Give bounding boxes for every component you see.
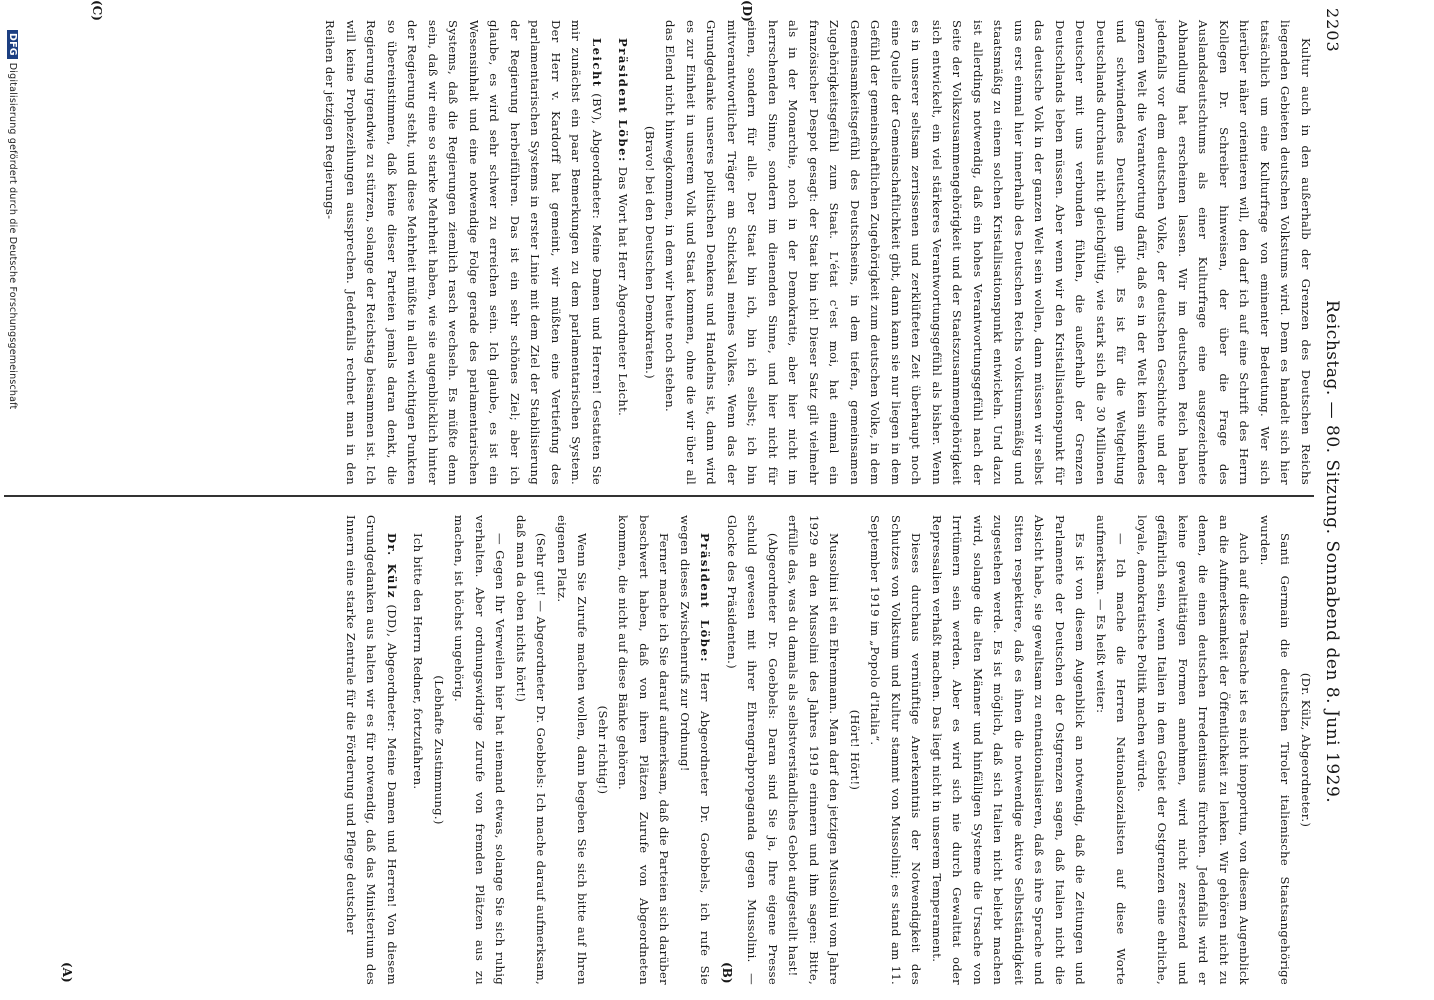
paragraph: Dieses durchaus vernünftige Anerkenntnis der Notwendigkeit des Schutzes von Volkstum und Kultur stammt von Mussolini; es stand am 11. September 1919 im „Popolo d'Italia“. [868, 515, 924, 985]
speech-text: (DD), Abgeordneter: Meine Damen und Herren! Von diesem Grundgedanken aus halten wir es für notwendig, daß das Ministerium des Innern eine starke Zentrale für die Förderung und Pflege deutscher [344, 515, 399, 985]
speaker-paragraph [341, 515, 403, 985]
speaker-name: Dr. Külz [385, 533, 399, 599]
paragraph: (Abgeordneter Dr. Goebbels: Daran sind Sie ja, Ihre eigene Presse schuld gewesen mit ihrer Ehrengrabpropaganda gegen Mussolini. — Glocke des Präsidenten.) [725, 515, 780, 985]
interjection: (Dr. Külz, Abgeordneter.) [1299, 672, 1313, 828]
interjection: (Hört! Hört!) [848, 709, 862, 791]
speaker-paragraph [675, 515, 716, 985]
right-text-column [320, 20, 1316, 485]
interjection: (Bravo! bei den Deutschen Demokraten.) [643, 126, 657, 379]
margin-mark-b: (B) [720, 962, 734, 984]
interjection: (Sehr richtig!) [596, 705, 610, 795]
left-text-column [341, 515, 1317, 985]
speaker-name: Präsident Löbe: [616, 38, 631, 163]
speech-text: Herr Abgeordneter Dr. Goebbels, ich rufe Sie wegen dieses Zwischenrufs zur Ordnung! [678, 515, 713, 985]
margin-mark-a: (A) [60, 962, 74, 983]
paragraph: Wenn Sie Zurufe machen wollen, dann begeben Sie sich bitte auf Ihren eigenen Platz. [555, 515, 590, 985]
paragraph: — Gegen Ihr Verweilen hier hat niemand etwas, solange Sie sich ruhig verhalten. Aber ordnungswidrige Zurufe von fremden Plätzen aus zu machen, ist höchst ungehörig. [452, 515, 508, 985]
speech-text: (BV), Abgeordneter: Meine Damen und Herren! Gestatten Sie mir zunächst ein paar Bemerkungen zu dem parlamentarischen System. Der Herr v. Kardorff hat gemeint, wir müßten eine Vertiefung des parlamentarischen Systems in erster Linie mit dem Ziel der Stabilisierung der Regierung herbeiführen. Das ist ein sehr schönes Ziel; aber ich glaube, es wird sehr schwer zu erreichen sein. Ich glaube, es ist ein Wesensinhalt und eine notwendige Folge gerade des parlamentarischen Systems, daß die Regierungen ziemlich rasch wechseln. Es müßte denn sein, daß wir eine so starke Mehrheit haben, wie sie augenblicklich hinter der Regierung steht, und diese Mehrheit müßte in allen wichtigen Punkten so übereinstimmen, daß keine dieser Parteien jemals daran denkt, die Regierung irgendwie zu stürzen, solange der Reichstag beisammen ist. Ich will keine Prophezeihungen aussprechen. Jedenfalls rechnet man in den Reihen der jetzigen Regierungs- [323, 20, 604, 485]
speaker-paragraph [613, 20, 634, 485]
speech-text: Das Wort hat Herr Abgeordneter Leicht. [616, 162, 631, 417]
margin-mark-c: (C) [90, 0, 104, 21]
page-header [1324, 0, 1434, 1000]
speaker-name: Leicht [590, 38, 604, 88]
speaker-name: Präsident Löbe: [698, 533, 713, 664]
footer-credit [7, 30, 18, 409]
paragraph: (Sehr gut! — Abgeordneter Dr. Goebbels: Ich mache darauf aufmerksam, daß man da oben nichts hört!) [514, 515, 549, 985]
footer-text: Digitalisierung gefördert durch die Deutsche Forschungsgemeinschaft [7, 62, 18, 410]
speaker-paragraph [320, 20, 607, 485]
paragraph: Es ist von diesem Augenblick an notwendig, daß die Zeitungen und Parlamente der Deutschen der Ostgrenzen sagen, daß Italien nicht die Absicht habe, sie gewaltsam zu entnationalisieren, daß es ihre Sprache und Sitten respektiere, daß es ihnen die notwendige aktive Selbstständigkeit zugestehen werde. Es ist möglich, daß sich Italien nicht beliebt machen wird, solange die alten Männer und hinfälligen Systeme die Ursache von Irrtümern sein werden. Aber es wird sich nie durch Gewalttat oder Repressalien verhaßt machen. Das liegt nicht in unserem Temperament. [930, 515, 1088, 985]
page-number: 2203 [1323, 8, 1342, 53]
column-divider [4, 495, 1314, 497]
paragraph: Auch auf diese Tatsache ist es nicht inopportun, von diesem Augenblick an die Aufmerksamkeit der Öffentlichkeit zu lenken. Wir gehören nicht zu denen, die einen deutschen Irredentismus fürchten. Jedenfalls wird er keine gewalttätigen Formen annehmen, wird nicht zersetzend und gefährlich sein, wenn Italien in dem Gebiet der Ostgrenzen eine ehrliche, loyale, demokratische Politik machen würde. [1135, 515, 1252, 985]
paragraph: Ferner mache ich Sie darauf aufmerksam, daß die Parteien sich darüber beschwert haben, daß von ihren Plätzen Zurufe von Abgeordneten kommen, die nicht auf diese Bänke gehören. [616, 515, 672, 985]
paragraph: Kultur auch in den außerhalb der Grenzen des Deutschen Reichs liegenden Gebieten deutschen Volkstums wird. Denn es handelt sich hier tatsächlich um eine Kulturfrage von eminenter Bedeutung. Wer sich hierüber näher orientieren will, den darf ich auf eine Schrift des Herrn Kollegen Dr. Schreiber hinweisen, der über die Frage des Auslandsdeutschtums als einer Kulturfrage eine ausgezeichnete Abhandlung hat erscheinen lassen. Wir im deutschen Reich haben jedenfalls vor dem deutschen Volke, der deutschen Geschichte und der ganzen Welt die Verantwortung dafür, daß es in der Welt kein sinkendes und schwindendes Deutschtum gibt. Es ist für die Weltgeltung Deutschlands durchaus nicht gleichgültig, wie stark sich die 30 Millionen Deutscher mit uns verbunden fühlen, die außerhalb der Grenzen Deutschlands leben müssen. Aber wenn wir den Kristallisationspunkt für das deutsche Volk in der ganzen Welt sein wollen, dann müssen wir selbst uns erst einmal hier innerhalb des Deutschen Reichs volkstumsmäßig und staatsmäßig zu einem solchen Kristallisationspunkt entwickeln. Und dazu ist allerdings notwendig, daß ein hohes Verantwortungsgefühl nach der Seite der Volkszusammengehörigkeit und der Staatszusammengehörigkeit sich entwickelt, ein viel stärkeres Verantwortungsgefühl als bisher. Wenn es in unserer seltsam zerrissenen und zerklüfteten Zeit überhaupt noch eine Quelle der Gemeinschaftlichkeit gibt, dann kann sie nur liegen in dem Gefühl der gemeinschaftlichen Zugehörigkeit zum deutschen Volke, in dem Gemeinsamkeitsgefühl des Deutschseins, in dem tiefen, gemeinsamen Zugehörigkeitsgefühl zum Staat. L'état c'est moi, hat einmal ein französischer Despot gesagt: der Staat bin ich! Dieser Satz gilt vielmehr als in der Monarchie, noch in der Demokratie, aber hier nicht im herrschenden Sinne, sondern im dienenden Sinne, und hier nicht für einen, sondern für alle. Der Staat bin ich, bin ich selbst; ich bin mitverantwortlicher Träger am Schicksal meines Volkes. Wenn das der Grundgedanke unseres politischen Denkens und Handelns ist, dann wird es zur Einheit in unserem Volk und Staat kommen, ohne die wir über all das Elend nicht hinwegkommen, in dem wir heute noch stehen. [663, 20, 1313, 485]
paragraph: Mussolini ist ein Ehrenmann. Man darf den jetzigen Mussolini vom Jahre 1929 an den Mussolini des Jahres 1919 erinnern und ihm sagen: Bitte, erfülle das, was du damals als selbstverständliches Gebot aufgestellt hast! [786, 515, 842, 985]
margin-mark-d: (D) [740, 0, 754, 22]
paragraph: Santi Germain die deutschen Tiroler italienische Staatsangehörige wurden. [1258, 515, 1293, 985]
paragraph: Ich bitte den Herrn Redner, fortzufahren. [411, 533, 426, 790]
running-title: Reichstag. — 80. Sitzung. Sonnabend den 8. Juni 1929. [1322, 300, 1342, 804]
paragraph: — Ich mache die Herren Nationalsozialisten auf diese Worte aufmerksam. — Es heißt weiter: [1094, 515, 1129, 985]
interjection: (Lebhafte Zustimmung.) [432, 675, 446, 825]
dfg-logo: DFG [7, 30, 18, 59]
